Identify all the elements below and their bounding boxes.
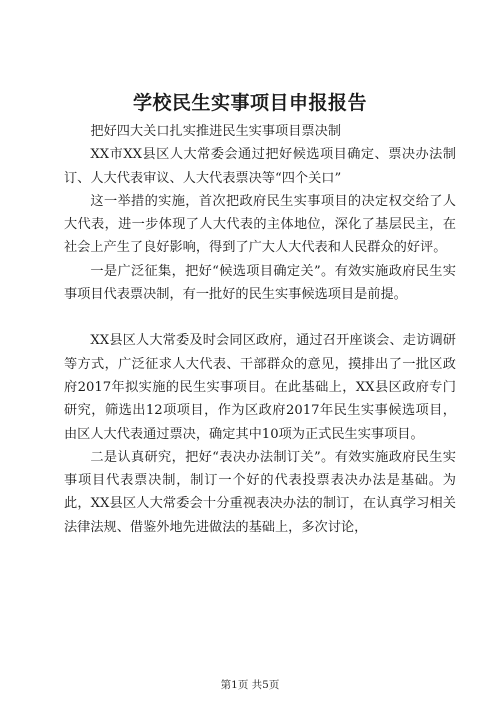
paragraph-point-one: 一是广泛征集，把好“候选项目确定关”。有效实施政府民生实事项目代表票决制，有一批好的民生实事候选项目是前提。 [64,263,456,303]
document-body [64,120,456,539]
paragraph-gap [64,306,456,329]
paragraph-collection: XX县区人大常委及时会同区政府，通过召开座谈会、走访调研等方式，广泛征求人大代表、干部群众的意见，摸排出了一批区政府2017年拟实施的民生实事项目。在此基础上，XX县区政府专门研究，筛选出12项项目，作为区政府2017年民生实事候选项目，由区人大代表通过票决，确定其中10项为正式民生实事项目。 [64,333,456,442]
paragraph-intro: XX市XX县区人大常委会通过把好候选项目确定、票决办法制订、人大代表审议、人大代表票决等“四个关口” [64,147,456,186]
page-number-footer: 第1页 共5页 [220,679,280,691]
paragraph-significance: 这一举措的实施，首次把政府民生实事项目的决定权交给了人大代表，进一步体现了人大代表的主体地位，深化了基层民主，在社会上产生了良好影响，得到了广大人大代表和人民群众的好评。 [64,193,456,256]
paragraph-subtitle: 把好四大关口扎实推进民生实事项目票决制 [90,124,341,139]
paragraph-point-two: 二是认真研究，把好“表决办法制订关”。有效实施政府民生实事项目代表票决制，制订一个好的代表投票表决办法是基础。为此，XX县区人大常委会十分重视表决办法的制订，在认真学习相关法律法规、借鉴外地先进做法的基础上，多次讨论， [64,449,456,535]
document-title: 学校民生实事项目申报报告 [132,92,367,114]
